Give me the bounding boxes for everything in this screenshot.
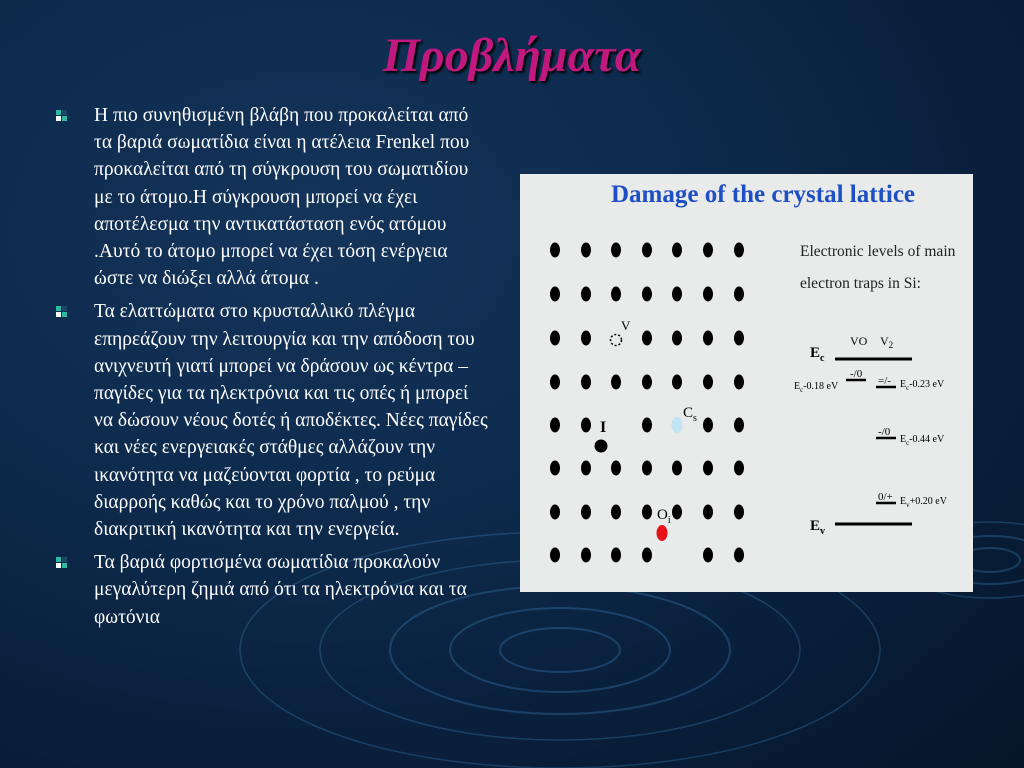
lattice-atom [734, 287, 744, 302]
lattice-atom [642, 548, 652, 563]
energy-left-label: $E_c-0.18$ eV [794, 381, 839, 394]
lattice-atom [581, 418, 591, 433]
lattice-atom [550, 548, 560, 563]
lattice-atom [642, 331, 652, 346]
lattice-atom [550, 287, 560, 302]
lattice-atom [703, 243, 713, 258]
lattice-atom [642, 287, 652, 302]
vo-level-label: -/0 [850, 368, 863, 380]
lattice-atom [672, 461, 682, 476]
lattice-atom [703, 505, 713, 520]
lattice-atom [734, 505, 744, 520]
substitutional-label: $C_s$ [683, 405, 697, 424]
substitutional-atom [672, 417, 683, 433]
bullet-list [56, 102, 488, 637]
bullet-item [56, 102, 488, 292]
lattice-atom [703, 287, 713, 302]
bullet-square-icon [56, 557, 67, 568]
bullet-item [56, 298, 488, 543]
lattice-atom [611, 548, 621, 563]
lattice-atom [703, 548, 713, 563]
bullet-square-icon [56, 306, 67, 317]
lattice-atom [550, 418, 560, 433]
lattice-atom [581, 287, 591, 302]
lattice-atom [703, 418, 713, 433]
interstitial-atom [595, 440, 608, 453]
lattice-atoms [550, 243, 744, 563]
lattice-atom [581, 331, 591, 346]
lattice-atom [734, 331, 744, 346]
lattice-atom [703, 461, 713, 476]
bullet-text: Η πιο συνηθισμένη βλάβη που προκαλείται από τα βαριά σωματίδια είναι η ατέλεια Frenkel που προκαλείται από τη σύγκρουση του σωματιδίου με το άτομο.Η σύγκρουση μπορεί να έχει αποτέλεσμα την αντικατάσταση ενός ατόμου .Αυτό το άτομο μπορεί να έχει τόση ενέργεια ώστε να διώξει αλλά άτομα . [94, 105, 470, 290]
lattice-atom [581, 505, 591, 520]
lattice-atom [581, 243, 591, 258]
lattice-atom [672, 287, 682, 302]
lattice-atom [672, 505, 682, 520]
lattice-atom [581, 548, 591, 563]
lattice-atom [703, 375, 713, 390]
lattice-atom [672, 331, 682, 346]
v2-level-top-label: =/- [878, 375, 891, 387]
lattice-atom [611, 287, 621, 302]
vacancy-label: V [621, 318, 631, 333]
oxygen-label: $O_i$ [657, 507, 671, 526]
lattice-atom [642, 461, 652, 476]
lattice-atom [672, 375, 682, 390]
bullet-text: Τα ελαττώματα στο κρυσταλλικό πλέγμα επηρεάζουν την λειτουργία και την απόδοση του ανιχνευτή γιατί μπορεί να δράσουν ως κέντρα – παγίδες για τα ηλεκτρόνια και τις οπές ή μπορεί να δώσουν νέους δοτές ή αποδέκτες. Νέες παγίδες και νέες ενεργειακές στάθμες αλλάζουν την ικανότητα να μαζεύονται φορτία , το ρεύμα διαρροής καθώς και το χρόνο παλμού , την διακριτική ικανότητα και την ενεργεία. [94, 301, 488, 541]
oxygen-interstitial-atom [657, 525, 668, 541]
lattice-atom [611, 243, 621, 258]
lattice-atom [611, 375, 621, 390]
lattice-atom [672, 243, 682, 258]
bullet-item [56, 549, 488, 631]
ec-label: $E_c$ [810, 345, 825, 364]
lattice-atom [642, 418, 652, 433]
bullet-square-icon [56, 110, 67, 121]
lattice-atom [550, 505, 560, 520]
lattice-atom [734, 418, 744, 433]
lattice-atom [581, 461, 591, 476]
figure-title: Damage of the crystal lattice [610, 181, 916, 208]
ev-label: $E_v$ [810, 518, 826, 537]
lattice-atom [734, 243, 744, 258]
lattice-atom [611, 461, 621, 476]
interstitial-label: I [600, 419, 607, 436]
levels-caption-line1: Electronic levels of main [800, 243, 956, 260]
lattice-atom [642, 375, 652, 390]
vacancy-marker [611, 335, 622, 346]
levels-caption-line2: electron traps in Si: [800, 275, 921, 292]
slide-title: Προβλήματα [382, 29, 642, 82]
lattice-atom [550, 243, 560, 258]
energy-right2-label: $E_c-0.44$ eV [900, 434, 945, 447]
vo-label: VO [850, 334, 868, 348]
bullet-text: Τα βαριά φορτισμένα σωματίδια προκαλούν μεγαλύτερη ζημιά από ότι τα ηλεκτρόνια και τα φωτόνια [94, 552, 467, 628]
lattice-atom [550, 375, 560, 390]
lattice-atom [734, 548, 744, 563]
lattice-atom [703, 331, 713, 346]
ci-level-label: 0/+ [878, 491, 893, 503]
crystal-lattice-diagram [520, 174, 973, 592]
v2-label: $V_2$ [880, 334, 894, 350]
lattice-atom [550, 461, 560, 476]
lattice-atom [550, 331, 560, 346]
lattice-atom [734, 461, 744, 476]
lattice-atom [581, 375, 591, 390]
energy-right3-label: $E_v+0.20$ eV [900, 496, 947, 509]
lattice-atom [642, 505, 652, 520]
energy-right1-label: $E_c-0.23$ eV [900, 379, 945, 392]
crystal-lattice-figure [520, 174, 973, 592]
lattice-atom [734, 375, 744, 390]
lattice-atom [611, 505, 621, 520]
lattice-atom [642, 243, 652, 258]
v2-level-mid-label: -/0 [878, 426, 891, 438]
